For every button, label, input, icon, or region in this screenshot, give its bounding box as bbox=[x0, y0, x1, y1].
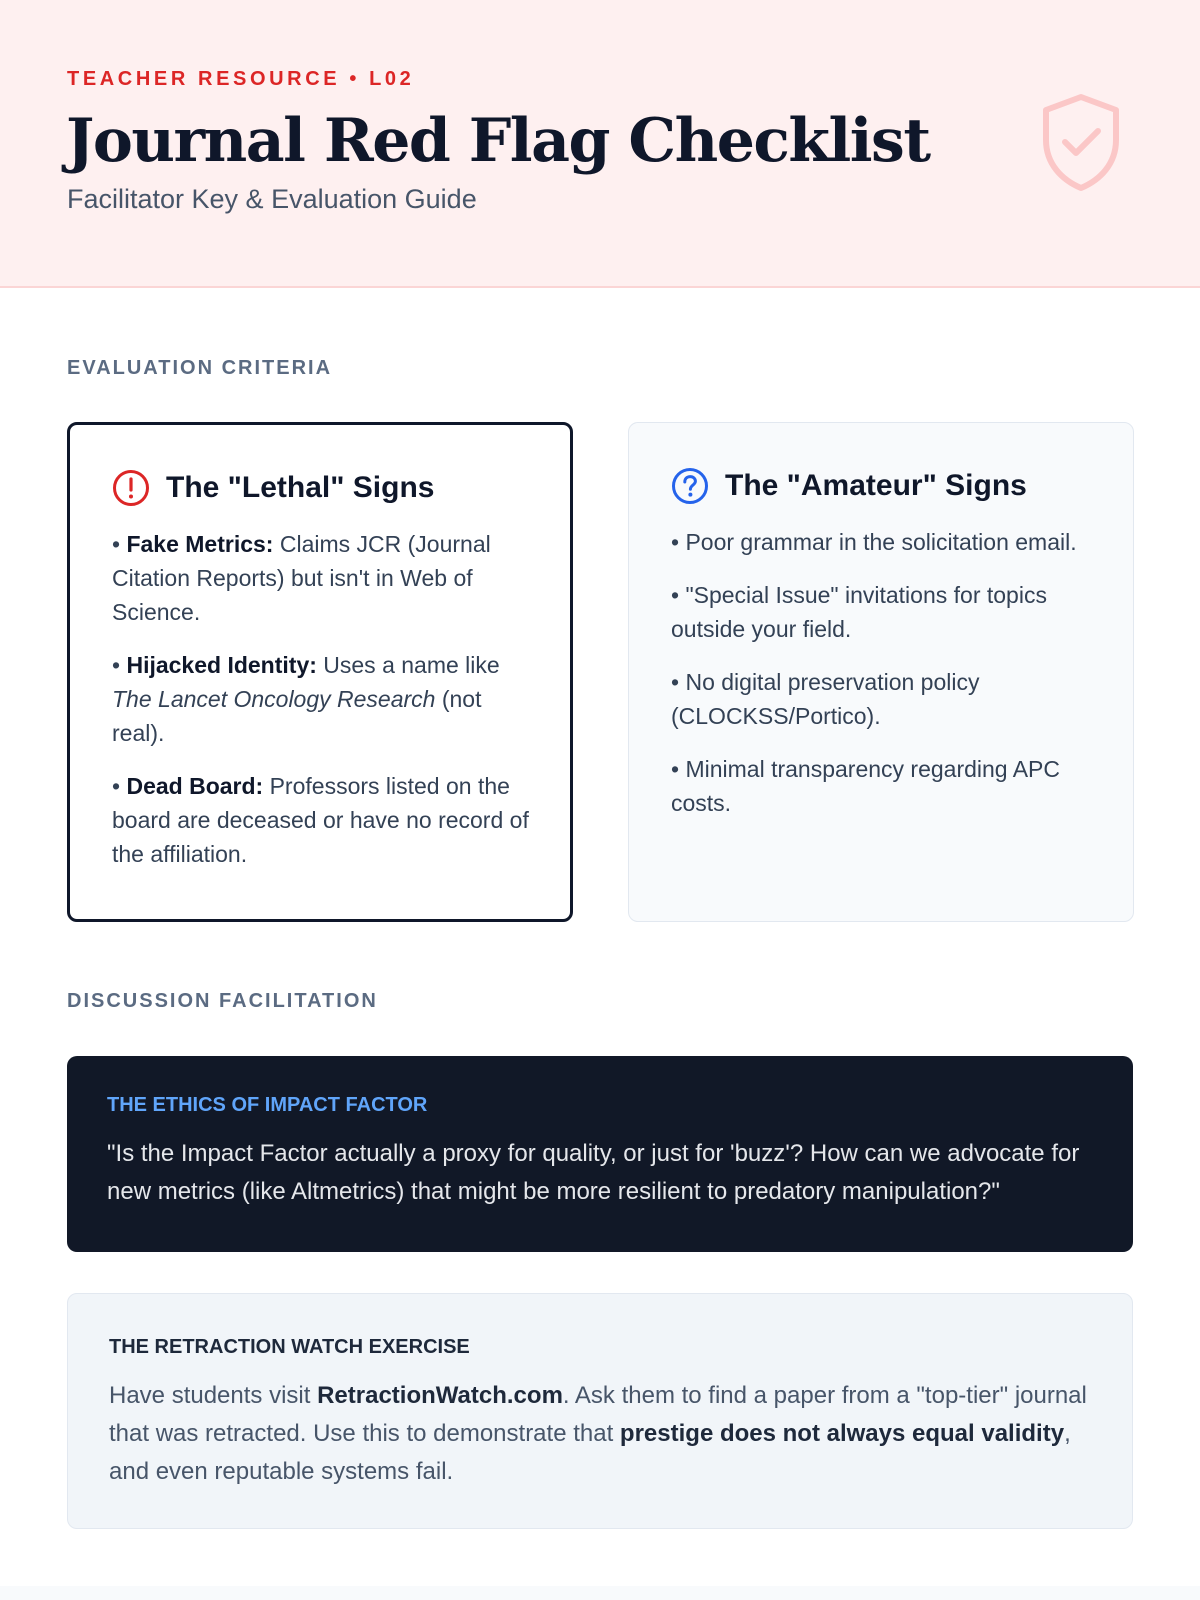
lethal-signs-card bbox=[67, 422, 573, 922]
lethal-item-emphasis: The Lancet Oncology Research bbox=[112, 686, 436, 712]
lethal-card-title: The "Lethal" Signs bbox=[166, 471, 435, 504]
retraction-label: THE RETRACTION WATCH EXERCISE bbox=[109, 1336, 470, 1358]
ethics-label: THE ETHICS OF IMPACT FACTOR bbox=[107, 1094, 428, 1116]
amateur-item: • Minimal transparency regarding APC costs. bbox=[671, 756, 1061, 816]
shield-check-icon bbox=[1038, 92, 1124, 194]
page-title: Journal Red Flag Checklist bbox=[66, 106, 930, 176]
lethal-item: • Hijacked Identity: Uses a name like The Lancet Oncology Research (not real). bbox=[112, 652, 500, 746]
amateur-card-title: The "Amateur" Signs bbox=[725, 469, 1027, 502]
retraction-site: RetractionWatch.com bbox=[317, 1382, 563, 1409]
amateur-item: • "Special Issue" invitations for topics outside your field. bbox=[671, 582, 1047, 642]
lethal-item: • Fake Metrics: Claims JCR (Journal Citation Reports) but isn't in Web of Science. bbox=[112, 531, 491, 625]
amateur-item-text: "Special Issue" invitations for topics outside your field. bbox=[671, 582, 1047, 642]
lethal-item-text: Uses a name like bbox=[316, 652, 500, 678]
amateur-item: • No digital preservation policy (CLOCKSS/Portico). bbox=[671, 669, 980, 729]
footer-strip bbox=[0, 1586, 1200, 1600]
lethal-item-label: Hijacked Identity: bbox=[126, 652, 317, 678]
retraction-text: Have students visit bbox=[109, 1382, 318, 1409]
retraction-emphasis: prestige does not always equal validity bbox=[619, 1420, 1065, 1447]
ethics-quote: "Is the Impact Factor actually a proxy for quality, or just for 'buzz'? How can we advocate for new metrics (like Altmetrics) that might be more resilient to predatory manipulation?" bbox=[107, 1140, 1080, 1205]
lethal-card-header bbox=[112, 469, 530, 507]
alert-circle-icon bbox=[112, 469, 150, 507]
lethal-item-label: Fake Metrics: bbox=[126, 531, 274, 557]
page-subtitle: Facilitator Key & Evaluation Guide bbox=[67, 184, 477, 214]
amateur-item: • Poor grammar in the solicitation email. bbox=[671, 529, 1077, 555]
amateur-signs-card bbox=[628, 422, 1134, 922]
amateur-item-text: No digital preservation policy (CLOCKSS/Portico). bbox=[671, 669, 980, 729]
retraction-text: . Ask them to find a paper from a "top-tier" journal that was retracted. Use this to demonstrate that bbox=[109, 1382, 1087, 1447]
eyebrow-label: TEACHER RESOURCE • L02 bbox=[67, 68, 415, 90]
lethal-item-label: Dead Board: bbox=[126, 773, 264, 799]
section-label-discussion: DISCUSSION FACILITATION bbox=[67, 990, 378, 1012]
section-label-criteria: EVALUATION CRITERIA bbox=[67, 357, 333, 379]
retraction-text: , and even reputable systems fail. bbox=[109, 1420, 1071, 1485]
question-circle-icon bbox=[671, 467, 709, 505]
lethal-item-text: (not real). bbox=[112, 686, 482, 746]
lethal-item-text: Claims JCR (Journal Citation Reports) but isn't in Web of Science. bbox=[112, 531, 491, 625]
amateur-card-header bbox=[671, 467, 1093, 505]
lethal-item: • Dead Board: Professors listed on the board are deceased or have no record of the affiliation. bbox=[112, 773, 529, 867]
ethics-discussion-box bbox=[67, 1056, 1133, 1252]
page-header bbox=[0, 0, 1200, 288]
amateur-item-text: Minimal transparency regarding APC costs. bbox=[671, 756, 1061, 816]
retraction-body bbox=[109, 1377, 1092, 1491]
retraction-exercise-box bbox=[67, 1293, 1133, 1529]
lethal-item-text: Professors listed on the board are deceased or have no record of the affiliation. bbox=[112, 773, 529, 867]
amateur-item-text: Poor grammar in the solicitation email. bbox=[685, 529, 1077, 555]
